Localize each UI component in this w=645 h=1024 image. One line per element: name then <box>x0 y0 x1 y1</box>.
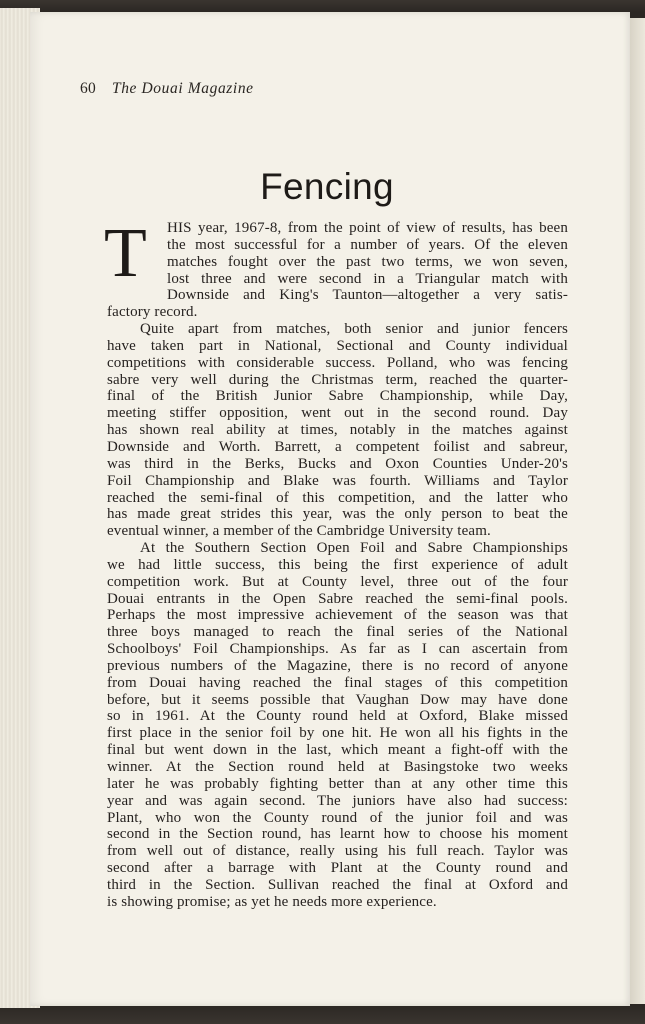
text-line: Downside and King's Taunton—altogether a very satis- <box>167 287 568 304</box>
text-line: later he was probably fighting better than at any other time this <box>107 775 568 792</box>
text-line: final of the British Junior Sabre Championship, while Day, <box>107 388 568 405</box>
text-line: second after a barrage with Plant at the County round and <box>107 860 568 877</box>
magazine-title: The Douai Magazine <box>111 80 254 97</box>
text-line: Plant, who won the County round of the junior foil and was <box>107 809 568 826</box>
text-line: three boys managed to reach the final series of the National <box>107 624 568 641</box>
text-line: Downside and Worth. Barrett, a competent foilist and sabreur, <box>107 438 568 455</box>
article-title: Fencing <box>260 166 394 207</box>
text-line: second in the Section round, has learnt how to choose his moment <box>107 826 568 843</box>
text-line: year and was again second. The juniors have also had success: <box>107 792 568 809</box>
text-line: Schoolboys' Foil Championships. As far as I can ascertain from <box>107 641 568 658</box>
article-paragraph <box>107 540 568 911</box>
text-line: Perhaps the most impressive achievement of the season was that <box>107 607 568 624</box>
drop-cap: T <box>104 215 147 292</box>
text-line: winner. At the Section round held at Basingstoke two weeks <box>107 759 568 775</box>
page-number: 60 <box>80 80 96 97</box>
text-line: Foil Championship and Blake was fourth. Williams and Taylor <box>107 472 568 489</box>
text-line: final but went down in the last, which meant a fight-off with the <box>107 742 568 759</box>
text-line: eventual winner, a member of the Cambridge University team. <box>107 523 491 540</box>
text-line: third in the Section. Sullivan reached the final at Oxford and <box>107 876 568 893</box>
facing-page-edge <box>630 18 645 1004</box>
text-line: competition work. But at County level, three out of the four <box>107 573 568 590</box>
text-line: was third in the Berks, Bucks and Oxon Counties Under-20's <box>107 455 568 472</box>
text-line: from well out of distance, really using his full reach. Taylor was <box>107 843 568 860</box>
text-line: lost three and were second in a Triangular match with <box>167 270 568 287</box>
text-line: the most successful for a number of years. Of the eleven <box>167 236 568 253</box>
text-line: previous numbers of the Magazine, there is no record of anyone <box>107 657 568 674</box>
text-line: we had little success, this being the first experience of adult <box>107 556 568 573</box>
text-line: sabre very well during the Christmas term, reached the quarter- <box>107 371 568 388</box>
article-body <box>107 220 568 911</box>
text-line: HIS year, 1967-8, from the point of view of results, has been <box>167 220 568 236</box>
text-line: Quite apart from matches, both senior and junior fencers <box>140 321 568 338</box>
text-line: reached the semi-final of this competition, and the latter who <box>107 489 568 506</box>
text-line: Douai entrants in the Open Sabre reached the semi-final pools. <box>107 590 568 607</box>
text-line: is showing promise; as yet he needs more experience. <box>107 893 437 910</box>
article-paragraph <box>107 321 568 540</box>
text-line: competitions with considerable success. Polland, who was fencing <box>107 354 568 371</box>
text-line: have taken part in National, Sectional and County individual <box>107 337 568 354</box>
text-line: first place in the senior foil by one hit. He won all his fights in the <box>107 725 568 742</box>
text-line: has made great strides this year, was the only person to beat the <box>107 506 568 523</box>
text-line: meeting stiffer opposition, went out in the second round. Day <box>107 405 568 422</box>
text-line: from Douai having reached the final stages of this competition <box>107 674 568 691</box>
text-line: At the Southern Section Open Foil and Sabre Championships <box>140 540 568 557</box>
article-paragraph <box>107 220 568 321</box>
text-line: before, but it seems possible that Vaughan Dow may have done <box>107 691 568 708</box>
text-line: factory record. <box>107 304 198 321</box>
text-line: has shown real ability at times, notably in the matches against <box>107 422 568 439</box>
text-line: so in 1961. At the County round held at Oxford, Blake missed <box>107 708 568 725</box>
text-line: matches fought over the past two terms, we won seven, <box>167 253 568 270</box>
running-head <box>80 80 254 98</box>
